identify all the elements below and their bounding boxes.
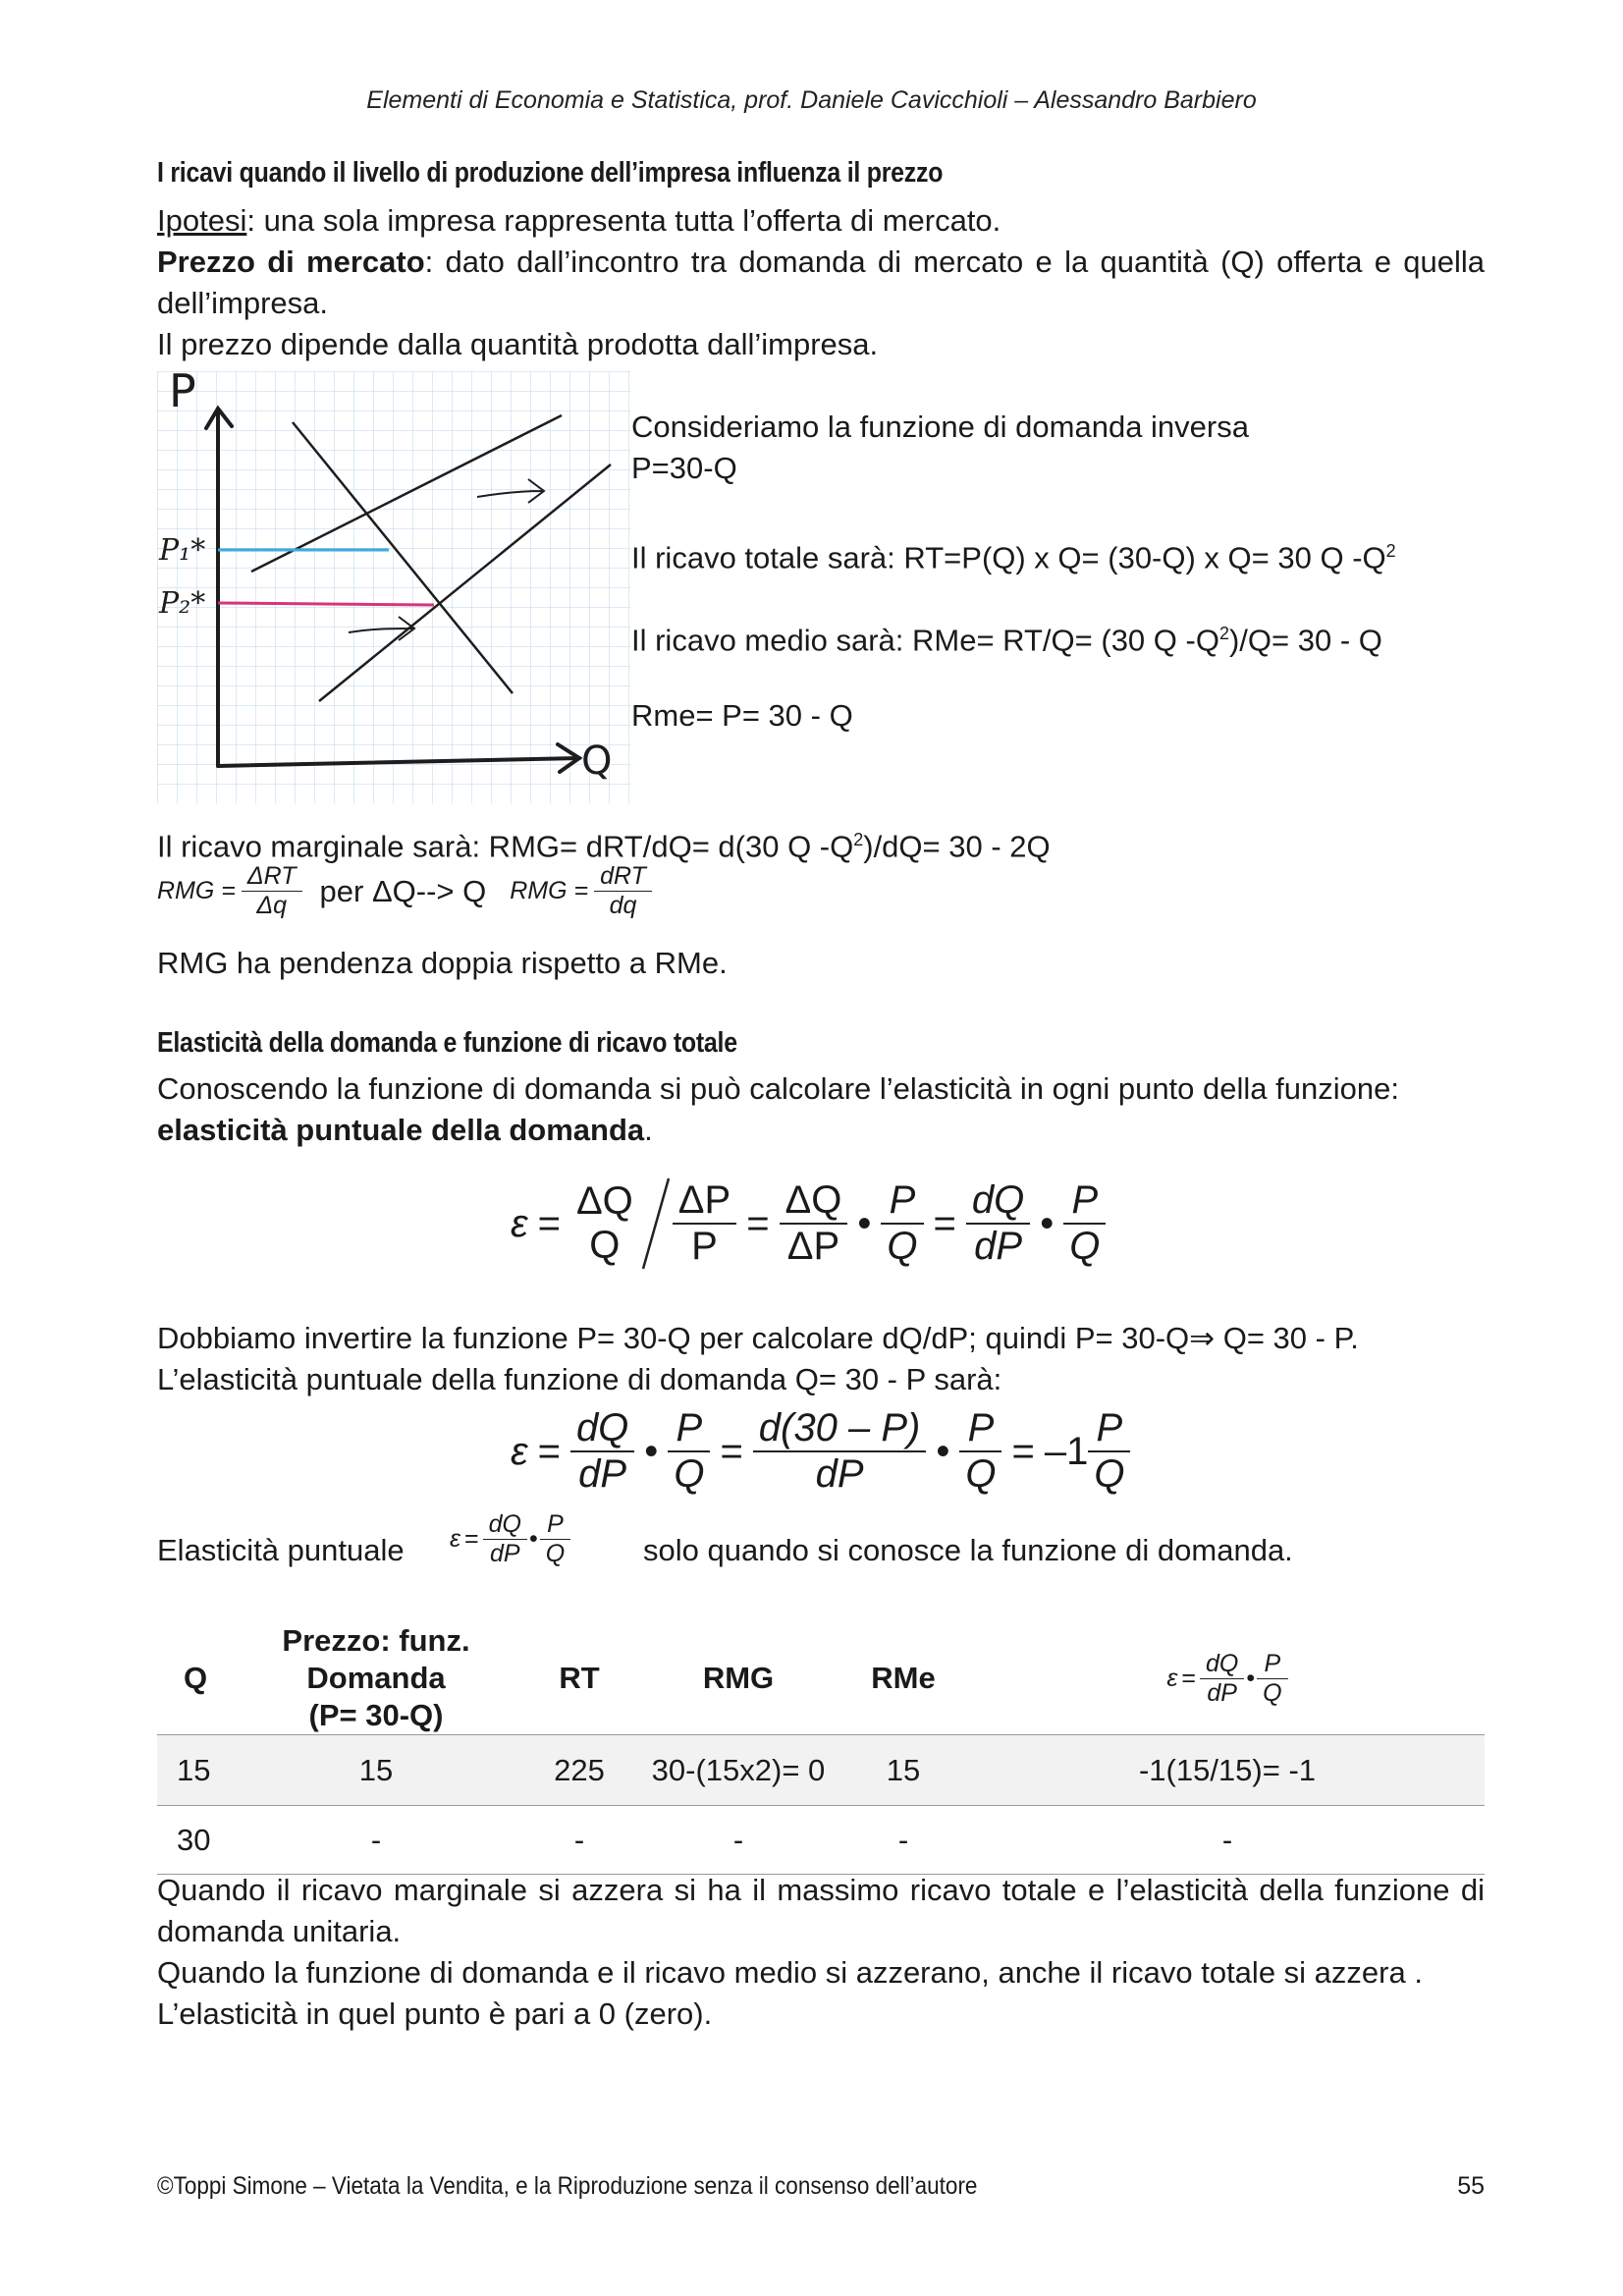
minus-one: –1	[1044, 1429, 1089, 1473]
num: dQ	[966, 1178, 1030, 1225]
axis-label-q: Q	[581, 738, 613, 784]
frac-dq-dp	[570, 1406, 634, 1497]
epsilon: ε	[511, 1201, 528, 1245]
marginal-revenue-tail: )/dQ= 30 - 2Q	[863, 829, 1051, 864]
revenue-table	[157, 1622, 1485, 1875]
frac-dq-dp-deriv	[966, 1178, 1030, 1269]
elasticity-formula-2	[511, 1406, 1130, 1497]
num: P	[540, 1510, 570, 1540]
fraction-delta-rt	[242, 862, 302, 920]
cell-q: 15	[177, 1752, 211, 1787]
equals: =	[537, 1429, 561, 1473]
section-title-elasticity: Elasticità della domanda e funzione di ricavo totale	[157, 1027, 737, 1059]
col-header-rme: RMe	[871, 1661, 936, 1695]
equals: =	[464, 1525, 479, 1553]
note-inverse-demand: Consideriamo la funzione di domanda inversa	[631, 410, 1249, 444]
frac-p-q-2	[1063, 1178, 1106, 1269]
cell-q: 30	[177, 1822, 211, 1857]
point-elasticity-label-text: Elasticità puntuale	[157, 1533, 405, 1567]
num: dQ	[1200, 1650, 1244, 1679]
frac-dp-p	[673, 1178, 736, 1269]
label-p1-star: P₁*	[159, 533, 206, 568]
footer-copyright: ©Toppi Simone – Vietata la Vendita, e la Riproduzione senza il consenso dell’autore	[157, 2172, 978, 2200]
den: Q	[1069, 1225, 1101, 1268]
num: ΔP	[673, 1178, 736, 1225]
dot: •	[857, 1201, 872, 1245]
equals: =	[746, 1201, 770, 1245]
dot: •	[1040, 1201, 1055, 1245]
small-elasticity-formula	[450, 1510, 570, 1568]
fraction-delta-rt-den: Δq	[256, 892, 288, 919]
hypothesis-paragraph	[157, 200, 1485, 242]
den: P	[691, 1225, 718, 1268]
marginal-revenue-text: Il ricavo marginale sarà: RMG= dRT/dQ= d(30 Q -Q	[157, 829, 854, 864]
frac-dq-dp	[1200, 1650, 1244, 1708]
cell-rt: 225	[554, 1752, 605, 1787]
num: P	[668, 1406, 710, 1452]
den: ΔP	[786, 1225, 840, 1268]
market-price-label: Prezzo di mercato	[157, 245, 425, 279]
hypothesis-label: Ipotesi	[157, 203, 247, 238]
table-header-row	[157, 1622, 1485, 1735]
den: dP	[1207, 1678, 1237, 1707]
frac-p-q	[668, 1406, 710, 1497]
dot: •	[936, 1429, 950, 1473]
epsilon: ε	[511, 1429, 528, 1473]
cell-price: 15	[358, 1752, 394, 1787]
epsilon: ε	[1166, 1664, 1178, 1692]
page-number: 55	[1457, 2172, 1485, 2200]
num: dQ	[483, 1510, 527, 1540]
col-header-price-line1: Prezzo: funz. Domanda	[282, 1623, 470, 1695]
fraction-drt-dq-den: dq	[609, 892, 637, 919]
closing-paragraph-1: Quando il ricavo marginale si azzera si ha il massimo ricavo totale e l’elasticità della funzione di domanda unitaria.	[157, 1873, 1485, 1948]
rmg-label-2: RMG =	[510, 877, 589, 904]
supply-demand-sketch	[157, 371, 630, 803]
equals: =	[720, 1429, 743, 1473]
running-header: Elementi di Economia e Statistica, prof. Daniele Cavicchioli – Alessandro Barbiero	[366, 86, 1257, 114]
num: ΔQ	[780, 1178, 848, 1225]
average-revenue-text: Il ricavo medio sarà: RMe= RT/Q= (30 Q -Q	[631, 623, 1219, 658]
inversion-text: Dobbiamo invertire la funzione P= 30-Q per calcolare dQ/dP; quindi P= 30-Q⇒ Q= 30 - P.	[157, 1321, 1359, 1355]
axis-label-p: P	[169, 371, 196, 417]
den: Q	[1094, 1452, 1125, 1496]
frac-p-q	[881, 1178, 923, 1269]
den: Q	[589, 1224, 621, 1267]
cell-rme: -	[897, 1822, 909, 1857]
table-row	[157, 1806, 1485, 1875]
rmg-slope-text: RMG ha pendenza doppia rispetto a RMe.	[157, 946, 728, 980]
cell-rmg: 30-(15x2)= 0	[651, 1752, 826, 1787]
elasticity-intro-bold-line	[157, 1110, 1485, 1151]
table-row	[157, 1735, 1485, 1806]
num: P	[959, 1406, 1001, 1452]
den: dP	[974, 1225, 1023, 1268]
den: dP	[489, 1540, 520, 1567]
closing-paragraph-2: Quando la funzione di domanda e il ricavo medio si azzerano, anche il ricavo totale si azzera .	[157, 1955, 1423, 1990]
rmg-label-1: RMG =	[157, 877, 236, 904]
label-p2-star: P₂*	[159, 586, 206, 621]
frac-p-q-2	[959, 1406, 1001, 1497]
num: P	[1257, 1650, 1287, 1679]
cell-rt: -	[573, 1822, 585, 1857]
fraction-drt-dq	[594, 862, 652, 920]
total-revenue-text: Il ricavo totale sarà: RT=P(Q) x Q= (30-Q) x Q= 30 Q -Q	[631, 540, 1386, 575]
epsilon: ε	[450, 1525, 460, 1553]
col-header-q: Q	[183, 1661, 208, 1695]
equals: =	[537, 1201, 561, 1245]
rmg-formulas	[157, 862, 652, 920]
den: dP	[578, 1452, 627, 1496]
note-rme-equals-p: Rme= P= 30 - Q	[631, 698, 853, 733]
superscript-2: 2	[1218, 624, 1229, 643]
col-header-rt: RT	[559, 1661, 600, 1695]
num: P	[881, 1178, 923, 1225]
col-header-elasticity	[970, 1622, 1485, 1735]
frac-p-q-3	[1088, 1406, 1130, 1497]
den: Q	[887, 1225, 918, 1268]
price-depends-text: Il prezzo dipende dalla quantità prodotta dall’impresa.	[157, 327, 879, 361]
frac-p-q	[540, 1510, 570, 1568]
elasticity-intro: Conoscendo la funzione di domanda si può calcolare l’elasticità in ogni punto della funzione:	[157, 1071, 1399, 1106]
cell-rme: 15	[886, 1752, 921, 1787]
den: Q	[545, 1540, 566, 1567]
section-title-revenues: I ricavi quando il livello di produzione dell’impresa influenza il prezzo	[157, 157, 944, 189]
col-header-rmg: RMG	[702, 1661, 775, 1695]
fraction-drt-dq-num: dRT	[594, 862, 652, 892]
period: .	[644, 1113, 653, 1147]
frac-p-q	[1257, 1650, 1287, 1708]
num: P	[1063, 1178, 1106, 1225]
equals: =	[1181, 1664, 1197, 1692]
den: Q	[674, 1452, 705, 1496]
dot: •	[1246, 1664, 1256, 1692]
closing-paragraph-3: L’elasticità in quel punto è pari a 0 (zero).	[157, 1996, 713, 2031]
den: Q	[965, 1452, 997, 1496]
market-price-paragraph	[157, 242, 1485, 324]
point-elasticity-condition: solo quando si conosce la funzione di domanda.	[643, 1533, 1293, 1567]
fraction-delta-rt-num: ΔRT	[242, 862, 302, 892]
num: d(30 – P)	[753, 1406, 927, 1452]
col-header-price	[234, 1622, 518, 1735]
cell-elasticity: -	[1221, 1822, 1233, 1857]
num: ΔQ	[575, 1179, 633, 1223]
den: Q	[1263, 1678, 1282, 1707]
hypothesis-text: : una sola impresa rappresenta tutta l’offerta di mercato.	[246, 203, 1001, 238]
superscript-2: 2	[853, 830, 864, 849]
elasticity-formula-1	[511, 1175, 1106, 1273]
num: dQ	[570, 1406, 634, 1452]
dot: •	[528, 1525, 538, 1553]
average-revenue-tail: )/Q= 30 - Q	[1228, 623, 1382, 658]
frac-d30p-dp	[753, 1406, 927, 1497]
slash	[639, 1175, 673, 1273]
dot: •	[644, 1429, 659, 1473]
frac-dq-dp	[483, 1510, 527, 1568]
note-average-revenue	[631, 613, 1495, 661]
cell-elasticity: -1(15/15)= -1	[1138, 1752, 1317, 1787]
market-price-text: : dato dall’incontro tra domanda di mercato e la quantità (Q) offerta e quella dell’impresa.	[157, 245, 1485, 320]
limit-text: per ΔQ--> Q	[319, 873, 487, 908]
cell-rmg: -	[732, 1822, 744, 1857]
note-inverse-demand-formula: P=30-Q	[631, 451, 737, 485]
equals: =	[1011, 1429, 1035, 1473]
col-header-price-line2: (P= 30-Q)	[308, 1698, 444, 1732]
frac-dq-dp	[780, 1178, 848, 1269]
num: P	[1088, 1406, 1130, 1452]
superscript-2: 2	[1385, 541, 1396, 561]
frac-dq-q	[570, 1179, 639, 1268]
inversion-text-2: L’elasticità puntuale della funzione di domanda Q= 30 - P sarà:	[157, 1362, 1002, 1396]
grid-paper	[157, 371, 630, 803]
den: dP	[815, 1452, 864, 1496]
marginal-revenue-line	[157, 819, 1485, 867]
equals: =	[933, 1201, 956, 1245]
cell-price: -	[370, 1822, 382, 1857]
note-total-revenue	[631, 530, 1495, 578]
price-line-p2	[218, 603, 434, 605]
point-elasticity-label: elasticità puntuale della domanda	[157, 1113, 645, 1147]
